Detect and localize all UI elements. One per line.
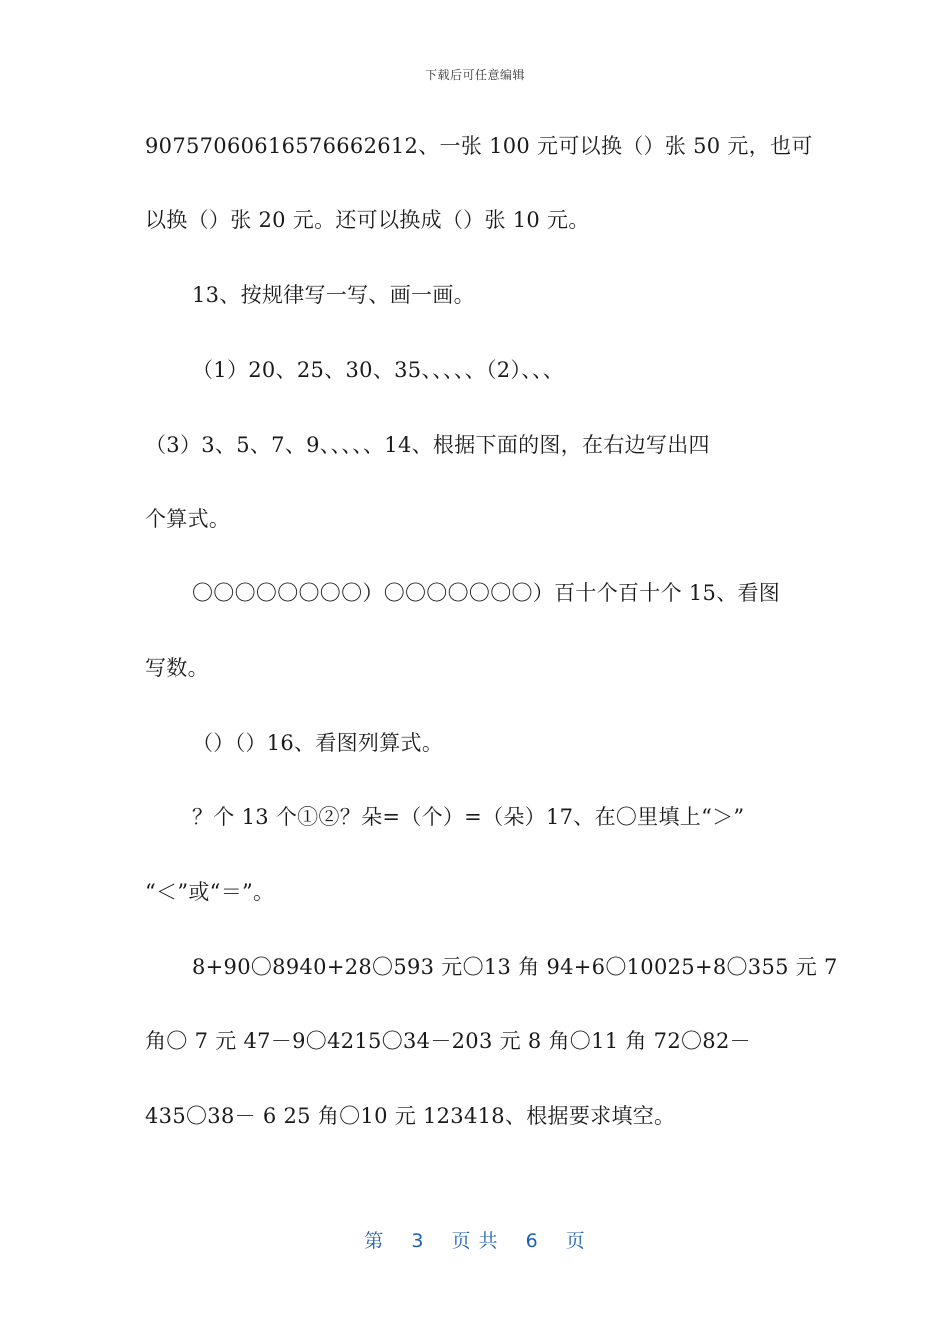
page-label-mid: 页 共 [451,1230,499,1252]
current-page-number: 3 [411,1230,425,1252]
text-line: 角〇 7 元 47－9〇4215〇34－203 元 8 角〇11 角 72〇82－ [145,1029,751,1053]
text-line: 8+90〇8940+28〇593 元〇13 角 94+6〇10025+8〇355 元 7 [192,955,838,979]
text-line: 13、按规律写一写、画一画。 [192,283,475,307]
header-note: 下载后可任意编辑 [424,68,525,82]
text-line: “＜”或“＝”。 [145,880,275,904]
text-line: ？个 13 个①②？朵=（个）=（朵）17、在〇里填上“＞” [192,805,745,829]
text-line: 435〇38－ 6 25 角〇10 元 123418、根据要求填空。 [145,1104,676,1128]
text-line: 写数。 [145,656,209,680]
page-footer [0,1226,950,1253]
text-line: 〇〇〇〇〇〇〇〇）〇〇〇〇〇〇〇）百十个百十个 15、看图 [192,581,781,605]
text-line: 以换（）张 20 元。还可以换成（）张 10 元。 [145,208,590,232]
text-line: 90757060616576662612、一张 100 元可以换（）张 50 元，也可 [145,134,813,158]
total-pages-number: 6 [525,1230,539,1252]
text-line: （）（）16、看图列算式。 [192,731,444,755]
text-line: （1）20、25、30、35、、、、、（2）、、、 [192,358,565,382]
page-label-suffix: 页 [565,1230,586,1252]
text-line: 个算式。 [145,507,231,531]
page-label-prefix: 第 [364,1230,385,1252]
text-line: （3）3、5、7、9、、、、、14、根据下面的图，在右边写出四 [145,433,710,457]
